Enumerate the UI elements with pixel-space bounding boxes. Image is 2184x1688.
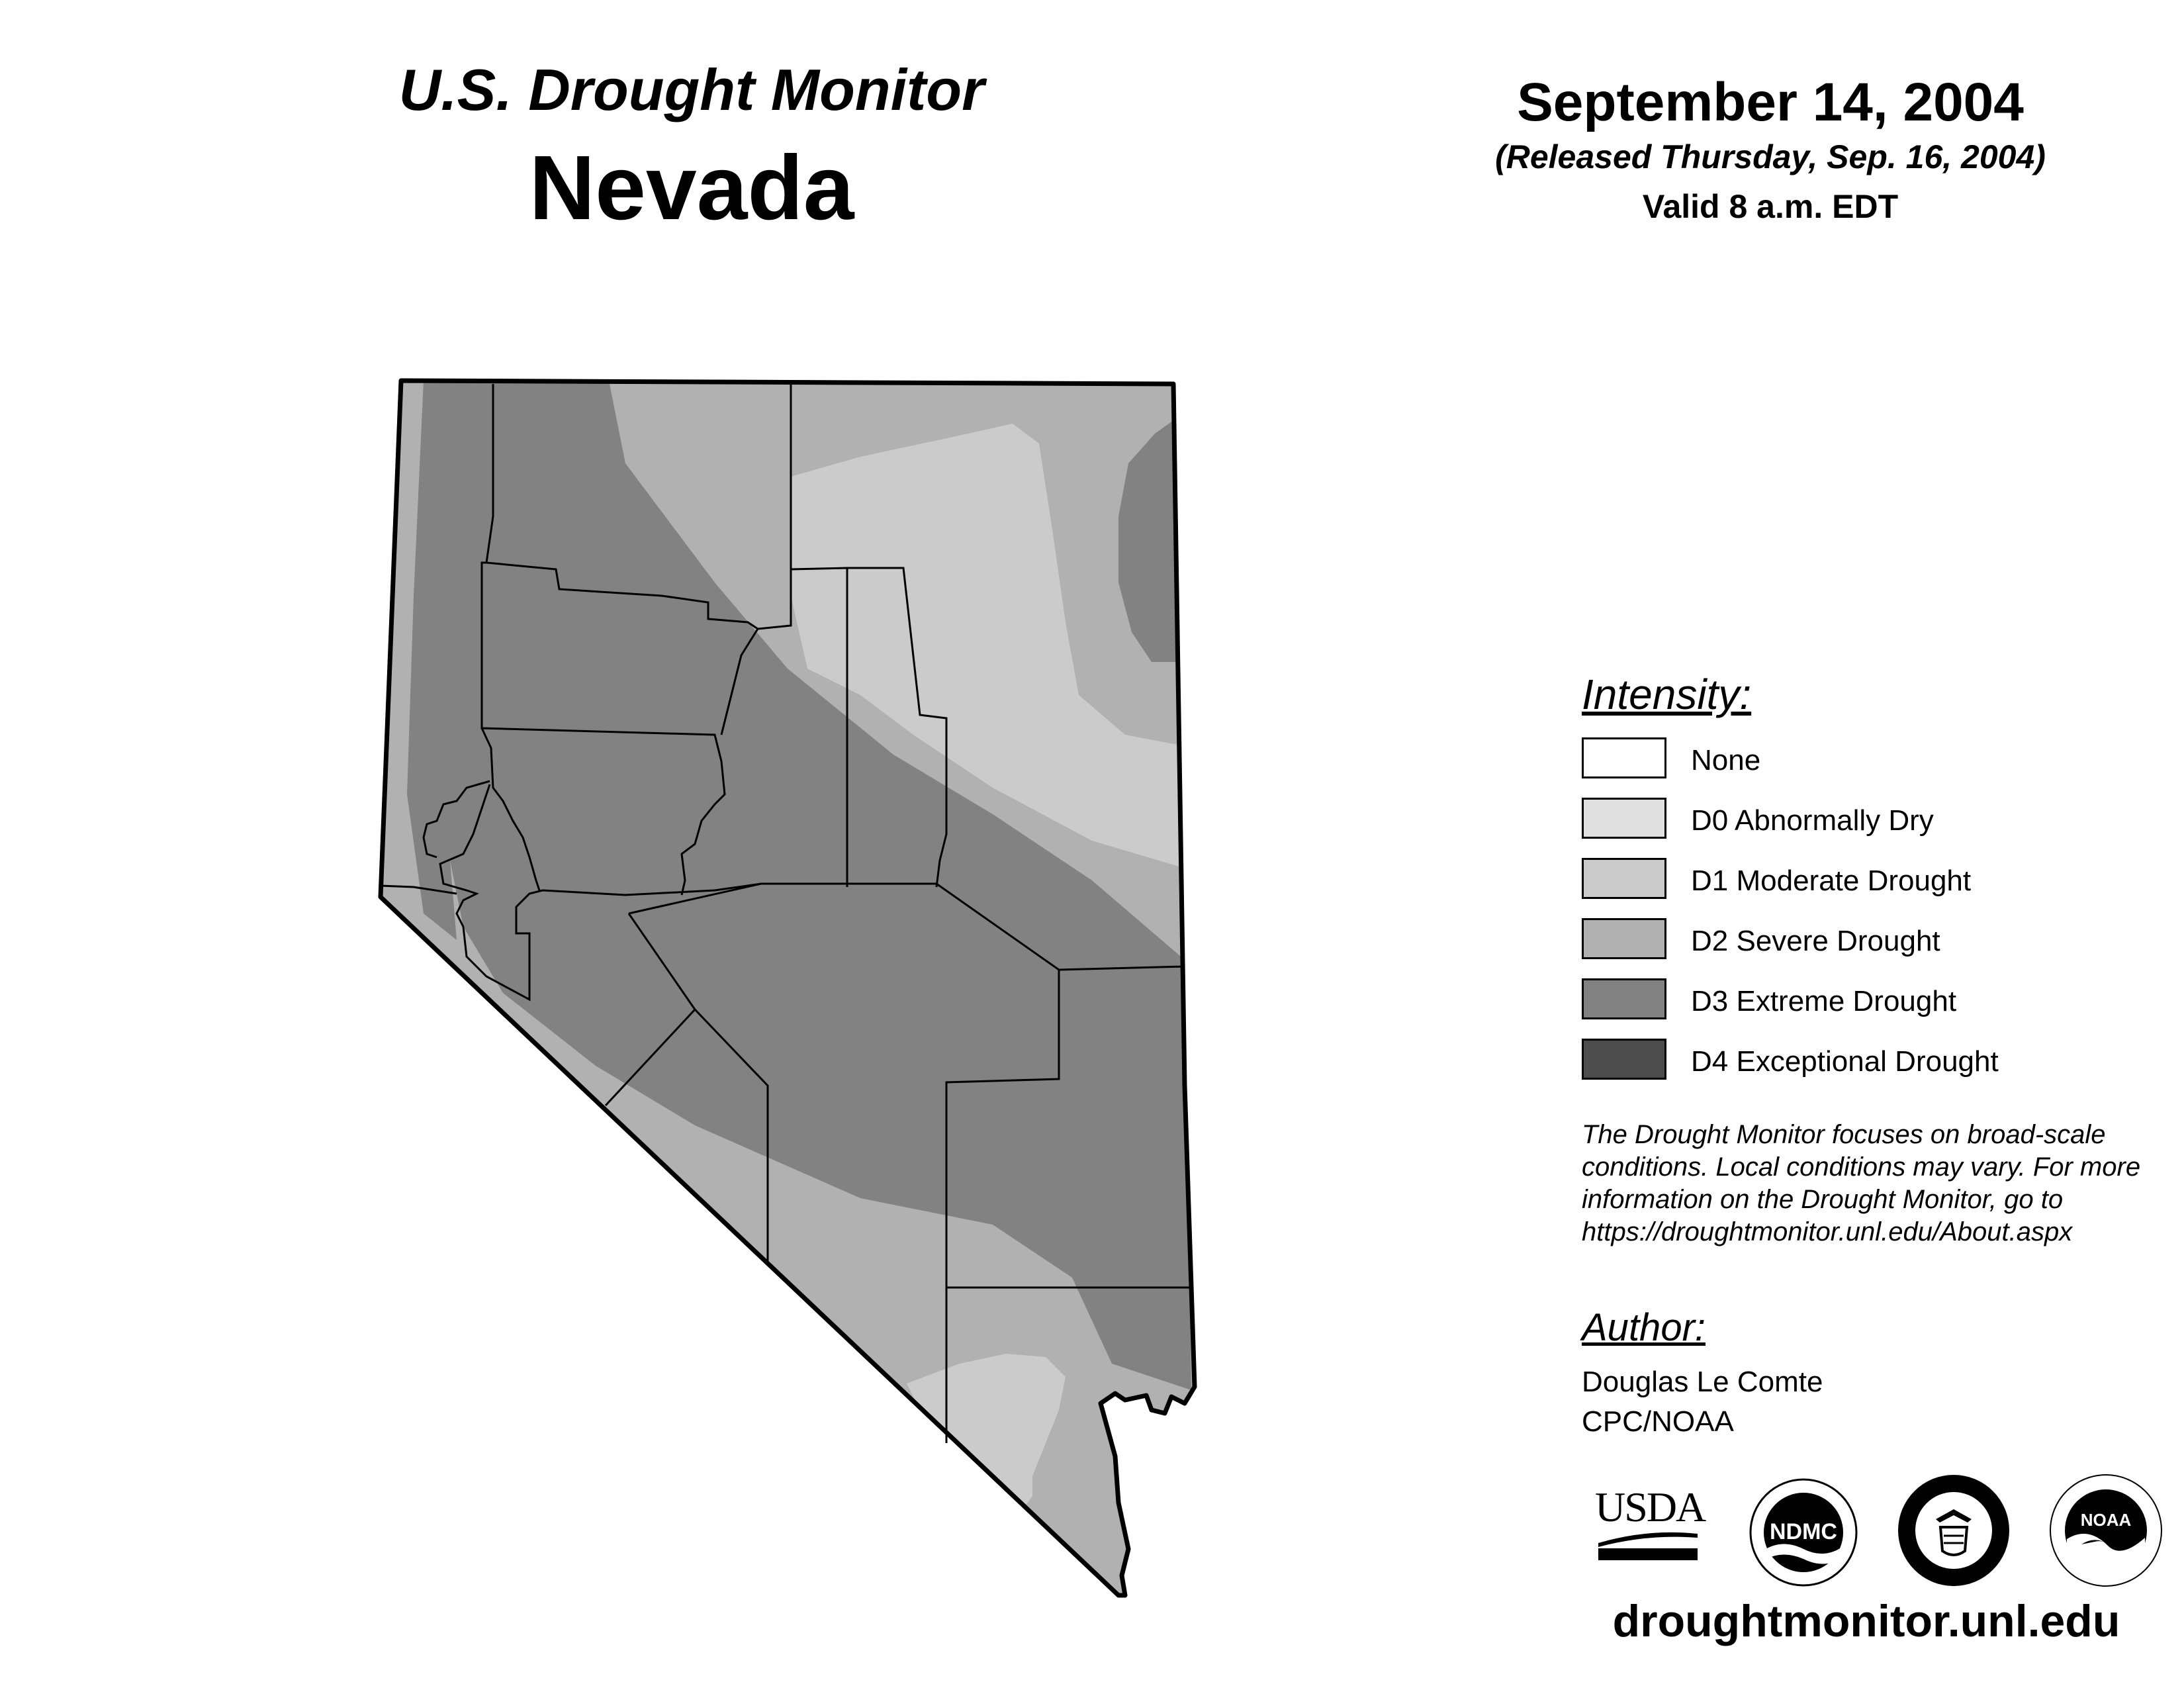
ndmc-logo [1747, 1476, 1860, 1589]
legend-swatch [1582, 858, 1666, 899]
noaa-logo-text: NOAA [2080, 1510, 2132, 1530]
legend-label: D3 Extreme Drought [1691, 985, 1957, 1017]
author-name: Douglas Le Comte [1582, 1366, 1823, 1398]
legend-label: D0 Abnormally Dry [1691, 804, 1934, 837]
disclaimer-text: The Drought Monitor focuses on broad-scale conditions. Local conditions may vary. For more information on the Drought Monitor, go to https://droughtmonitor.unl.edu/About.aspx [1582, 1120, 2141, 1246]
usda-swoosh-icon [1595, 1528, 1701, 1562]
legend-swatch [1582, 978, 1666, 1019]
valid-time: Valid 8 a.m. EDT [1642, 188, 1899, 225]
noaa-logo [2048, 1473, 2164, 1589]
usda-logo [1595, 1483, 1707, 1566]
commerce-seal-logo [1896, 1473, 2012, 1589]
usda-logo-text: USDA [1595, 1483, 1706, 1530]
legend-swatch [1582, 798, 1666, 839]
legend-swatch [1582, 737, 1666, 778]
map-title: U.S. Drought Monitor [398, 57, 985, 122]
legend-title: Intensity: [1582, 671, 1752, 718]
author-heading: Author: [1582, 1306, 1706, 1349]
legend-swatch [1582, 1039, 1666, 1080]
state-name: Nevada [529, 137, 854, 239]
ndmc-logo-text: NDMC [1770, 1519, 1837, 1544]
legend-label: None [1691, 744, 1761, 776]
legend-label: D4 Exceptional Drought [1691, 1045, 1999, 1078]
legend-swatch [1582, 918, 1666, 959]
legend-label: D2 Severe Drought [1691, 925, 1940, 957]
map-date: September 14, 2004 [1517, 72, 2024, 132]
website-url: droughtmonitor.unl.edu [1612, 1596, 2120, 1646]
legend-label: D1 Moderate Drought [1691, 865, 1972, 897]
release-date: (Released Thursday, Sep. 16, 2004) [1495, 138, 2046, 175]
author-organization: CPC/NOAA [1582, 1405, 1734, 1438]
